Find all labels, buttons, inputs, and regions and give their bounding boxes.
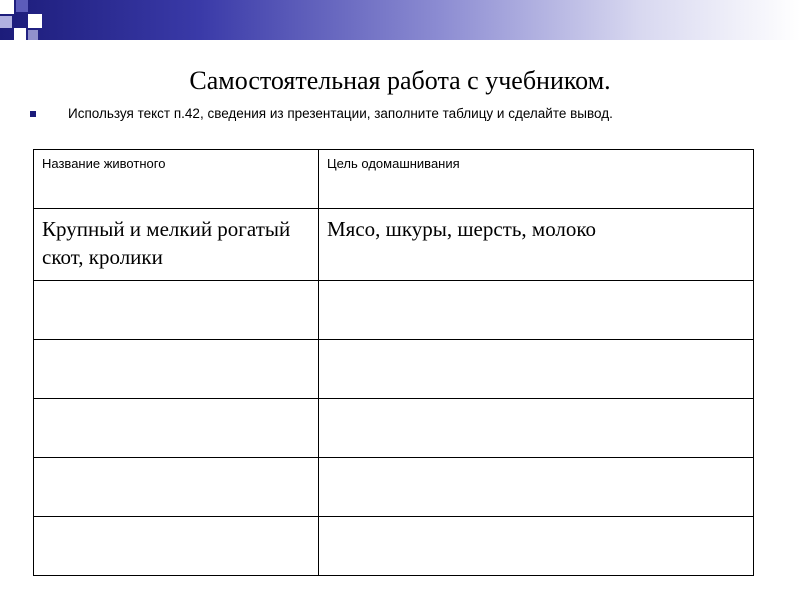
table-cell — [34, 399, 319, 458]
decor-square — [28, 30, 38, 40]
animal-domestication-table — [33, 149, 754, 576]
table-cell: Крупный и мелкий рогатый скот, кролики — [34, 209, 319, 281]
slide-title: Самостоятельная работа с учебником. — [189, 66, 611, 95]
table-row — [34, 209, 754, 281]
instruction-text: Используя текст п.42, сведения из презентации, заполните таблицу и сделайте вывод. — [68, 106, 613, 121]
table-header-row — [34, 150, 754, 209]
table-cell: Мясо, шкуры, шерсть, молоко — [319, 209, 754, 281]
bullet-square-icon — [30, 111, 36, 117]
decorative-header-band — [0, 0, 800, 40]
table-cell — [319, 458, 754, 517]
table-cell — [319, 399, 754, 458]
table-cell — [34, 281, 319, 340]
table-row — [34, 281, 754, 340]
table-cell — [34, 340, 319, 399]
header-domestication-purpose: Цель одомашнивания — [319, 150, 754, 209]
header-animal-name: Название животного — [34, 150, 319, 209]
decor-square — [14, 28, 26, 40]
decor-square — [0, 0, 14, 14]
table-cell — [319, 281, 754, 340]
table-cell — [319, 340, 754, 399]
table-row — [34, 399, 754, 458]
table-row — [34, 340, 754, 399]
table-cell — [34, 458, 319, 517]
table-cell — [34, 517, 319, 576]
decor-square — [0, 16, 12, 28]
table-cell — [319, 517, 754, 576]
decor-square — [28, 14, 42, 28]
decor-square — [16, 0, 28, 12]
table-row — [34, 517, 754, 576]
table-row — [34, 458, 754, 517]
